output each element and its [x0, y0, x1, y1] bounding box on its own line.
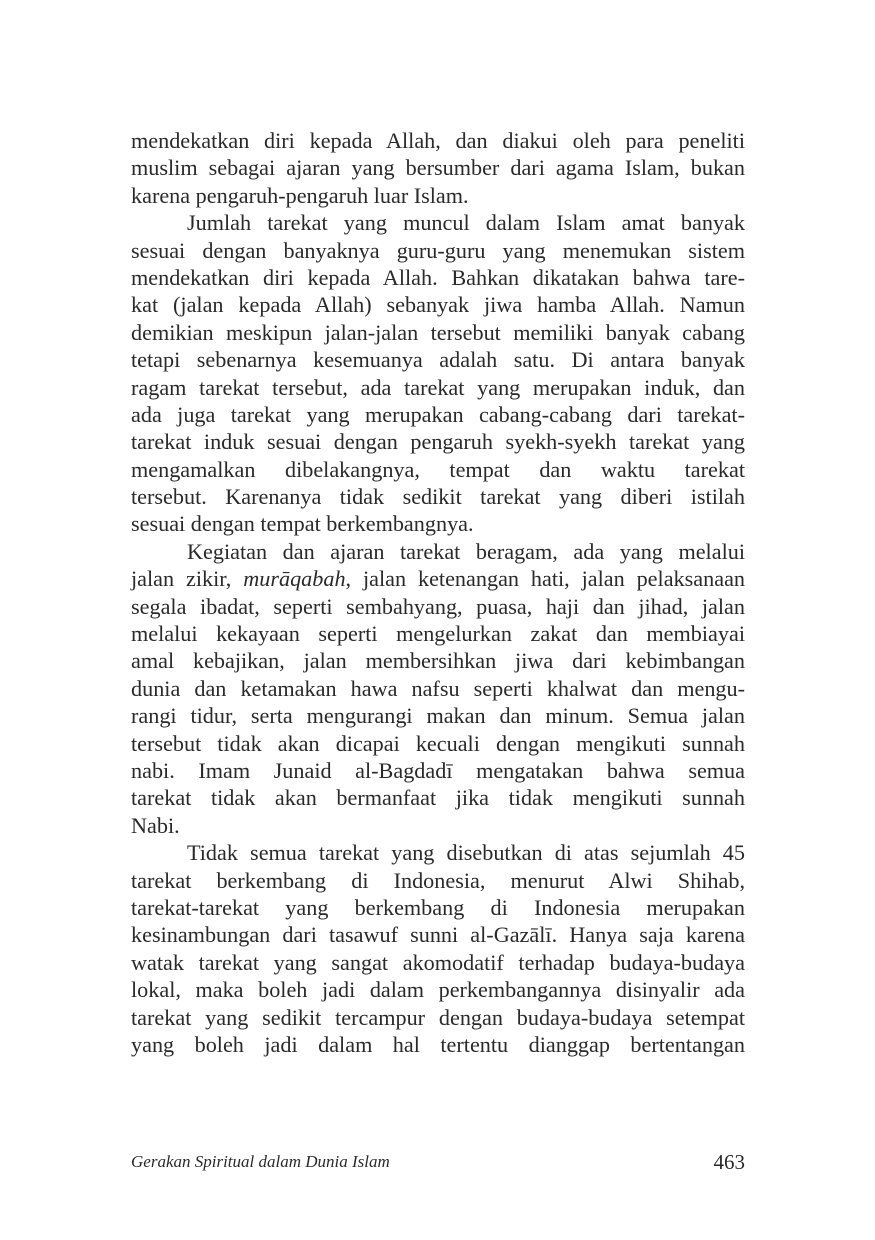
- text-line: demikian meskipun jalan-jalan tersebut memiliki banyak cabang: [131, 319, 745, 345]
- text-segment: jalan zikir,: [131, 566, 244, 592]
- text-line: dunia dan ketamakan hawa nafsu seperti khalwat dan mengu-: [131, 675, 745, 701]
- text-line: lokal, maka boleh jadi dalam perkembangannya disinyalir ada: [131, 977, 745, 1003]
- text-line: Kegiatan dan ajaran tarekat beragam, ada yang melalui: [187, 538, 745, 564]
- text-line: watak tarekat yang sangat akomodatif terhadap budaya-budaya: [131, 949, 745, 975]
- text-line: nabi. Imam Junaid al-Bagdadī mengatakan bahwa semua: [131, 757, 745, 783]
- text-line: kesinambungan dari tasawuf sunni al-Gazālī. Hanya saja karena: [131, 922, 745, 948]
- text-line: ragam tarekat tersebut, ada tarekat yang merupakan induk, dan: [131, 374, 745, 400]
- running-footer-title: Gerakan Spiritual dalam Dunia Islam: [131, 1152, 390, 1171]
- text-line: tarekat-tarekat yang berkembang di Indonesia merupakan: [131, 894, 745, 920]
- italic-term: murāqabah: [243, 566, 346, 592]
- text-line: yang boleh jadi dalam hal tertentu dianggap bertentangan: [131, 1031, 745, 1057]
- text-line: mendekatkan diri kepada Allah. Bahkan dikatakan bahwa tare-: [131, 264, 745, 290]
- page-number: 463: [713, 1150, 745, 1174]
- text-line: karena pengaruh-pengaruh luar Islam.: [131, 182, 469, 208]
- text-line: Tidak semua tarekat yang disebutkan di atas sejumlah 45: [187, 840, 745, 866]
- text-line: kat (jalan kepada Allah) sebanyak jiwa hamba Allah. Namun: [131, 292, 745, 318]
- text-line: tersebut tidak akan dicapai kecuali dengan mengikuti sunnah: [131, 730, 745, 756]
- text-line: sesuai dengan banyaknya guru-guru yang menemukan sistem: [131, 237, 745, 263]
- text-line: ada juga tarekat yang merupakan cabang-cabang dari tarekat-: [131, 401, 745, 427]
- text-line: Nabi.: [131, 812, 180, 838]
- text-line: segala ibadat, seperti sembahyang, puasa, haji dan jihad, jalan: [131, 593, 745, 619]
- text-line: rangi tidur, serta mengurangi makan dan minum. Semua jalan: [131, 703, 745, 729]
- text-line: amal kebajikan, jalan membersihkan jiwa dari kebimbangan: [131, 648, 745, 674]
- text-line: tarekat tidak akan bermanfaat jika tidak mengikuti sunnah: [131, 785, 745, 811]
- text-line: mendekatkan diri kepada Allah, dan diakui oleh para peneliti: [131, 128, 745, 153]
- text-line: tetapi sebenarnya kesemuanya adalah satu. Di antara banyak: [131, 347, 745, 373]
- text-line: tarekat induk sesuai dengan pengaruh syekh-syekh tarekat yang: [131, 429, 745, 455]
- text-line: tersebut. Karenanya tidak sedikit tarekat yang diberi istilah: [131, 484, 745, 510]
- text-line: melalui kekayaan seperti mengelurkan zakat dan membiayai: [131, 621, 745, 647]
- text-line: tarekat yang sedikit tercampur dengan budaya-budaya setempat: [131, 1004, 745, 1030]
- text-line: sesuai dengan tempat berkembangnya.: [131, 511, 474, 537]
- body-text: [131, 127, 745, 1058]
- text-line: [131, 565, 745, 592]
- text-line: muslim sebagai ajaran yang bersumber dari agama Islam, bukan: [131, 155, 745, 181]
- text-segment: , jalan ketenangan hati, jalan pelaksanaan: [345, 566, 746, 592]
- text-line: Jumlah tarekat yang muncul dalam Islam amat banyak: [187, 210, 745, 236]
- text-line: tarekat berkembang di Indonesia, menurut Alwi Shihab,: [131, 867, 745, 893]
- text-line: mengamalkan dibelakangnya, tempat dan waktu tarekat: [131, 456, 745, 482]
